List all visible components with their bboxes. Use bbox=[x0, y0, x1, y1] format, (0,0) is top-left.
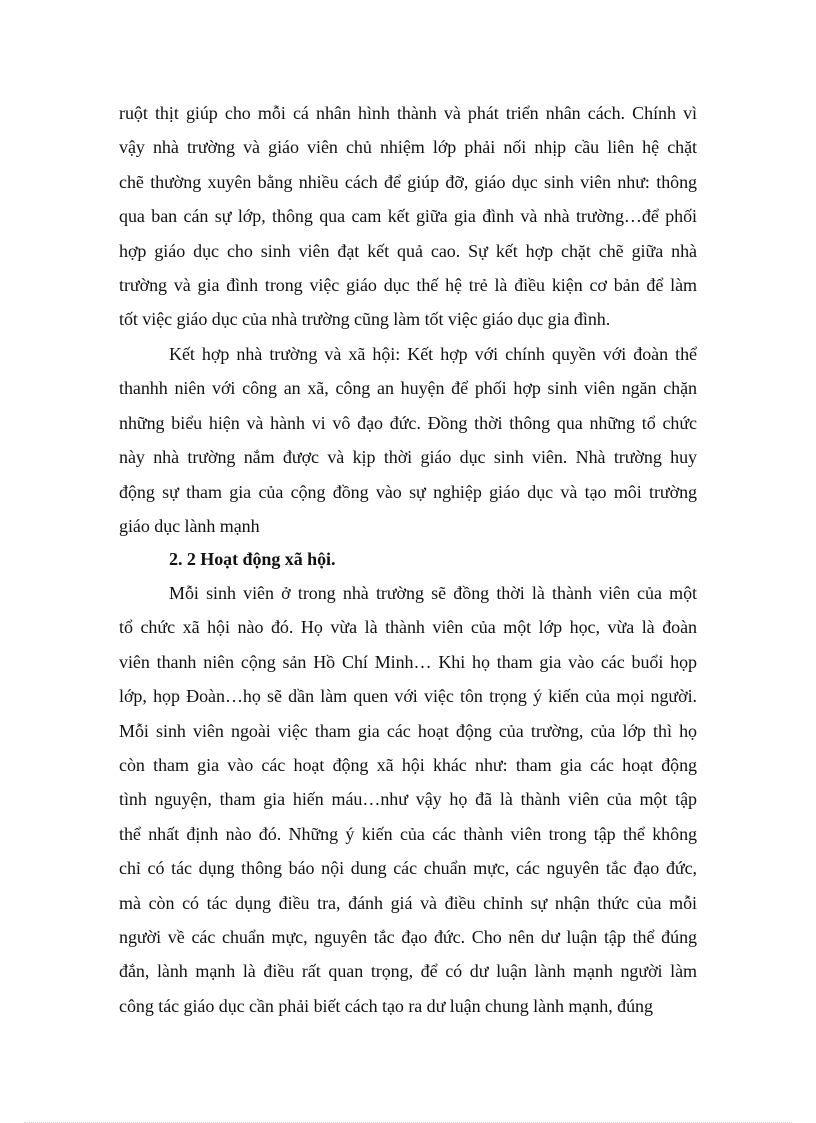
paragraph-line: chẽ thường xuyên bằng nhiều cách để giúp đỡ, giáo dục sinh viên như: thông bbox=[119, 171, 697, 192]
paragraph-line: còn tham gia vào các hoạt động xã hội khác như: tham gia các hoạt động bbox=[119, 754, 697, 775]
paragraph-line: Mỗi sinh viên ngoài việc tham gia các hoạt động của trường, của lớp thì họ bbox=[119, 720, 697, 741]
paragraph-line: hợp giáo dục cho sinh viên đạt kết quả cao. Sự kết hợp chặt chẽ giữa nhà bbox=[119, 240, 697, 261]
paragraph-line: thể nhất định nào đó. Những ý kiến của các thành viên trong tập thể không bbox=[119, 823, 697, 844]
paragraph-line: thanhh niên với công an xã, công an huyện để phối hợp sinh viên ngăn chặn bbox=[119, 378, 697, 399]
paragraph-social-activities bbox=[119, 576, 697, 1023]
paragraph-line: động sự tham gia của cộng đồng vào sự nghiệp giáo dục và tạo môi trường bbox=[119, 481, 697, 502]
paragraph-line: qua ban cán sự lớp, thông qua cam kết giữa gia đình và nhà trường…để phối bbox=[119, 206, 697, 227]
paragraph-line: Mỗi sinh viên ở trong nhà trường sẽ đồng thời là thành viên của một bbox=[169, 583, 697, 603]
paragraph-line: ruột thịt giúp cho mỗi cá nhân hình thành và phát triển nhân cách. Chính vì bbox=[119, 103, 697, 123]
section-heading-block bbox=[119, 542, 697, 576]
paragraph-line: chỉ có tác dụng thông báo nội dung các chuẩn mực, các nguyên tắc đạo đức, bbox=[119, 858, 697, 879]
paragraph-line: người về các chuẩn mực, nguyên tắc đạo đức. Cho nên dư luận tập thể đúng bbox=[119, 926, 697, 947]
paragraph-line: lớp, họp Đoàn…họ sẽ dần làm quen với việc tôn trọng ý kiến của mọi người. bbox=[119, 686, 697, 707]
paragraph-line: công tác giáo dục cần phải biết cách tạo ra dư luận chung lành mạnh, đúng bbox=[119, 995, 653, 1016]
paragraph-line: giáo dục lành mạnh bbox=[119, 515, 260, 536]
paragraph-line: vậy nhà trường và giáo viên chủ nhiệm lớp phải nối nhịp cầu liên hệ chặt bbox=[119, 137, 697, 158]
paragraph-school-society bbox=[119, 337, 697, 543]
paragraph-line: tốt việc giáo dục của nhà trường cũng làm tốt việc giáo dục gia đình. bbox=[119, 309, 611, 330]
paragraph-line: tình nguyện, tham gia hiến máu…như vậy họ đã là thành viên của một tập bbox=[119, 789, 697, 810]
paragraph-line: mà còn có tác dụng điều tra, đánh giá và điều chỉnh sự nhận thức của mỗi bbox=[119, 892, 697, 913]
paragraph-line: những biểu hiện và hành vi vô đạo đức. Đồng thời thông qua những tổ chức bbox=[119, 412, 697, 433]
paragraph-school-family bbox=[119, 96, 697, 337]
paragraph-line: tổ chức xã hội nào đó. Họ vừa là thành viên của một lớp học, vừa là đoàn bbox=[119, 617, 697, 638]
paragraph-line: này nhà trường nắm được và kịp thời giáo dục sinh viên. Nhà trường huy bbox=[119, 447, 697, 468]
section-heading: 2. 2 Hoạt động xã hội. bbox=[169, 549, 336, 569]
paragraph-line: Kết hợp nhà trường và xã hội: Kết hợp với chính quyền với đoàn thể bbox=[169, 344, 697, 364]
paragraph-line: đắn, lành mạnh là điều rất quan trọng, để có dư luận lành mạnh người làm bbox=[119, 961, 697, 982]
paragraph-line: viên thanh niên cộng sản Hồ Chí Minh… Khi họ tham gia vào các buổi họp bbox=[119, 651, 697, 672]
paragraph-line: trường và gia đình trong việc giáo dục thế hệ trẻ là điều kiện cơ bản để làm bbox=[119, 274, 697, 295]
